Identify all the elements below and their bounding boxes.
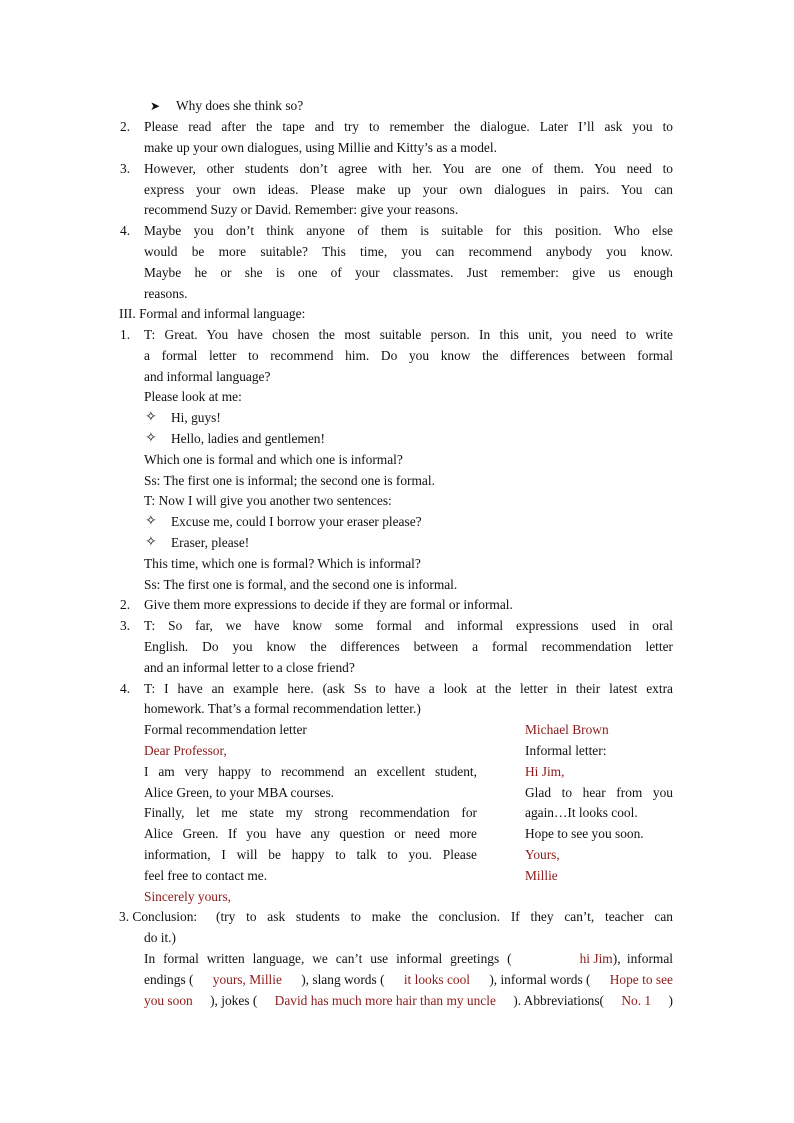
conclusion-line: do it.) <box>144 930 176 945</box>
highlight-text: David has much more hair than my uncle <box>274 993 496 1008</box>
formal-letter-title: Formal recommendation letter <box>144 722 307 737</box>
formal-letter-closing: Sincerely yours, <box>144 889 232 904</box>
highlight-text: hi Jim <box>579 951 613 966</box>
item-number: 3. <box>120 161 131 176</box>
s1-line: and informal language? <box>144 369 271 384</box>
paragraph-text: ), informal words ( <box>489 972 591 987</box>
item-3-line: express your own ideas. Please make up your own dialogues in pairs. You can <box>144 182 673 197</box>
item-4-line: Maybe you don’t think anyone of them is suitable for this position. Who else <box>144 223 673 238</box>
highlight-text: you soon <box>144 993 193 1008</box>
item-4-line: would be more suitable? This time, you can recommend anybody you know. <box>144 244 673 259</box>
diamond-bullet-icon: ✧ <box>145 410 157 425</box>
conclusion-label: 3. Conclusion: <box>119 909 198 924</box>
informal-letter-salutation: Hi Jim, <box>525 764 565 779</box>
highlight-text: No. 1 <box>621 993 652 1008</box>
item-4-line: Maybe he or she is one of your classmates. Just remember: give us enough <box>144 265 673 280</box>
example-line: Hi, guys! <box>171 410 221 425</box>
paragraph-text: ), jokes ( <box>210 993 258 1008</box>
answer-line: Ss: The first one is informal; the second one is formal. <box>144 473 435 488</box>
highlight-text: it looks cool <box>403 972 471 987</box>
conclusion-paragraph-line <box>144 949 673 969</box>
example-line: Eraser, please! <box>171 535 250 550</box>
conclusion-paragraph-line <box>144 991 673 1011</box>
highlight-text: yours, Millie <box>212 972 282 987</box>
paragraph-text: ). Abbreviations( <box>513 993 605 1008</box>
example-line: Hello, ladies and gentlemen! <box>171 431 325 446</box>
arrow-bullet-icon: ➤ <box>150 99 161 113</box>
conclusion-line: (try to ask students to make the conclusion. If they can’t, teacher can <box>216 909 673 924</box>
formal-letter-line: Alice Green, to your MBA courses. <box>144 785 335 800</box>
s1-line: Please look at me: <box>144 389 242 404</box>
formal-letter-line: feel free to contact me. <box>144 868 268 883</box>
s4-line: T: I have an example here. (ask Ss to have a look at the letter in their latest extra <box>144 681 673 696</box>
item-2-line: Please read after the tape and try to remember the dialogue. Later I’ll ask you to <box>144 119 673 134</box>
formal-letter-line: Finally, let me state my strong recommendation for <box>144 805 477 820</box>
s1-line: T: Great. You have chosen the most suitable person. In this unit, you need to write <box>144 327 673 342</box>
formal-letter-line: I am very happy to recommend an excellent student, <box>144 764 477 779</box>
diamond-bullet-icon: ✧ <box>145 431 157 446</box>
conclusion-paragraph-line <box>144 970 673 990</box>
item-number: 2. <box>120 119 131 134</box>
diamond-bullet-icon: ✧ <box>145 514 157 529</box>
answer-line: Ss: The first one is formal, and the second one is informal. <box>144 577 458 592</box>
example-line: Excuse me, could I borrow your eraser please? <box>171 514 422 529</box>
informal-letter-line: Glad to hear from you <box>525 785 673 800</box>
teacher-line: T: Now I will give you another two sentences: <box>144 493 392 508</box>
informal-letter-name: Millie <box>525 868 558 883</box>
s1-line: a formal letter to recommend him. Do you know the differences between formal <box>144 348 673 363</box>
formal-letter-line: information, I will be happy to talk to you. Please <box>144 847 477 862</box>
item-number: 3. <box>120 618 131 633</box>
s2-line: Give them more expressions to decide if they are formal or informal. <box>144 597 513 612</box>
question-line: This time, which one is formal? Which is informal? <box>144 556 421 571</box>
item-3-line: However, other students don’t agree with her. You are one of them. You need to <box>144 161 673 176</box>
informal-letter-line: Hope to see you soon. <box>525 826 644 841</box>
s3-line: English. Do you know the differences between a formal recommendation letter <box>144 639 673 654</box>
informal-letter-closing: Yours, <box>525 847 560 862</box>
signature-name: Michael Brown <box>525 722 609 737</box>
why-question: Why does she think so? <box>176 98 304 113</box>
s3-line: and an informal letter to a close friend? <box>144 660 355 675</box>
s3-line: T: So far, we have know some formal and informal expressions used in oral <box>144 618 673 633</box>
paragraph-text: ) <box>668 993 673 1008</box>
question-line: Which one is formal and which one is informal? <box>144 452 403 467</box>
s4-line: homework. That’s a formal recommendation letter.) <box>144 701 421 716</box>
item-3-line: recommend Suzy or David. Remember: give your reasons. <box>144 202 459 217</box>
item-number: 4. <box>120 681 131 696</box>
informal-letter-line: again…It looks cool. <box>525 805 638 820</box>
paragraph-text: endings ( <box>144 972 194 987</box>
item-number: 4. <box>120 223 131 238</box>
paragraph-text: In formal written language, we can’t use informal greetings ( <box>144 951 512 966</box>
section-heading: III. Formal and informal language: <box>119 306 306 321</box>
item-number: 2. <box>120 597 131 612</box>
formal-letter-line: Alice Green. If you have any question or need more <box>144 826 477 841</box>
highlight-text: Hope to see <box>609 972 673 987</box>
diamond-bullet-icon: ✧ <box>145 535 157 550</box>
paragraph-text: ), informal <box>612 951 673 966</box>
item-2-line: make up your own dialogues, using Millie and Kitty’s as a model. <box>144 140 497 155</box>
item-4-line: reasons. <box>144 286 188 301</box>
paragraph-text: ), slang words ( <box>301 972 385 987</box>
formal-letter-salutation: Dear Professor, <box>144 743 227 758</box>
informal-letter-title: Informal letter: <box>525 743 607 758</box>
item-number: 1. <box>120 327 131 342</box>
